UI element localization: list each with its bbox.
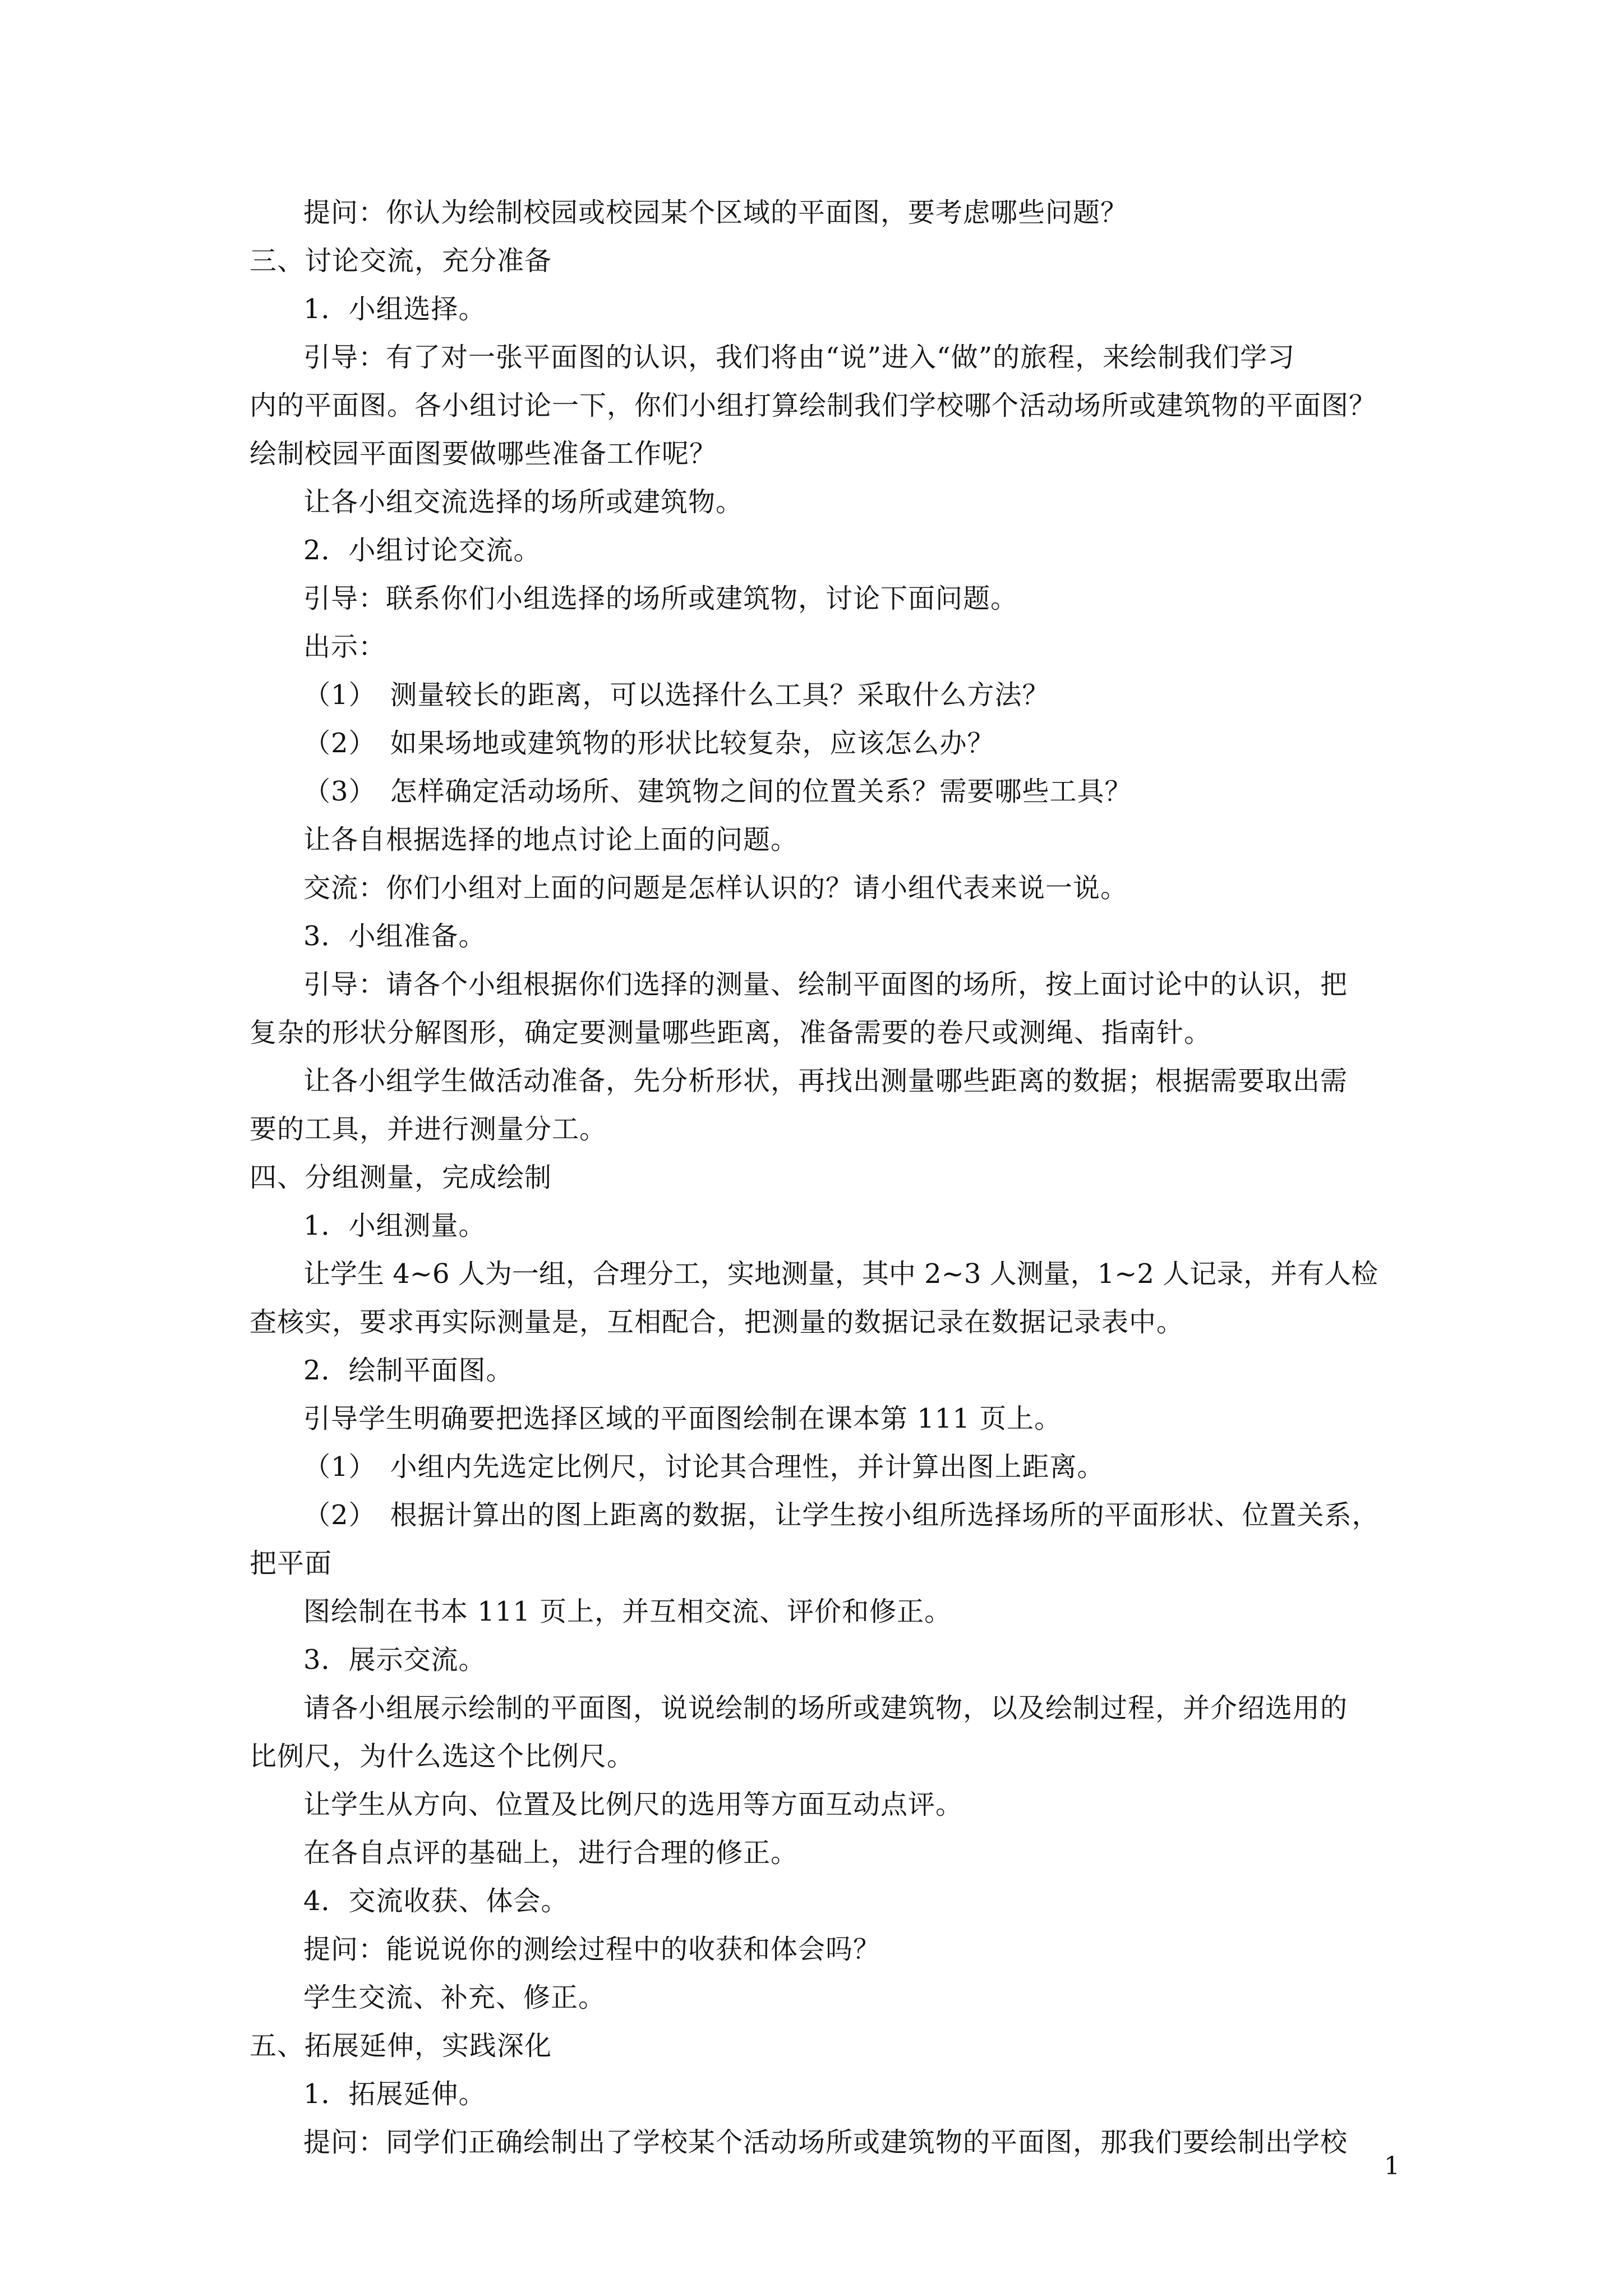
text-line: 引导学生明确要把选择区域的平面图绘制在课本第 111 页上。 xyxy=(303,1403,1062,1434)
text-line: 3．小组准备。 xyxy=(303,921,486,952)
document-body xyxy=(250,188,1388,2166)
text-line: 2．绘制平面图。 xyxy=(303,1355,514,1386)
text-line: 出示： xyxy=(303,631,386,662)
text-line: 提问：能说说你的测绘过程中的收获和体会吗？ xyxy=(303,1934,881,1965)
text-line: 4．交流收获、体会。 xyxy=(303,1885,569,1917)
text-line: 3．展示交流。 xyxy=(303,1644,486,1676)
text-line: 提问：你认为绘制校园或校园某个区域的平面图，要考虑哪些问题？ xyxy=(303,197,1128,228)
text-line: （1） 测量较长的距离，可以选择什么工具？采取什么方法？ xyxy=(303,679,1050,711)
text-line: 1．小组选择。 xyxy=(303,293,486,325)
text-line: （2） 如果场地或建筑物的形状比较复杂，应该怎么办？ xyxy=(303,728,995,759)
text-line: 引导：请各个小组根据你们选择的测量、绘制平面图的场所，按上面讨论中的认识，把 xyxy=(303,969,1348,1000)
text-line: 内的平面图。各小组讨论一下，你们小组打算绘制我们学校哪个活动场所或建筑物的平面图？ xyxy=(250,390,1377,421)
text-line: 复杂的形状分解图形，确定要测量哪些距离，准备需要的卷尺或测绳、指南针。 xyxy=(250,1017,1212,1048)
text-line: 让学生从方向、位置及比例尺的选用等方面互动点评。 xyxy=(303,1789,963,1820)
text-line: （2） 根据计算出的图上距离的数据，让学生按小组所选择场所的平面形状、位置关系， xyxy=(303,1499,1380,1531)
text-line: 让各自根据选择的地点讨论上面的问题。 xyxy=(303,824,799,855)
text-line: 1．小组测量。 xyxy=(303,1210,486,1241)
text-line: 请各小组展示绘制的平面图，说说绘制的场所或建筑物，以及绘制过程，并介绍选用的 xyxy=(303,1692,1348,1724)
text-line: 提问：同学们正确绘制出了学校某个活动场所或建筑物的平面图，那我们要绘制出学校 xyxy=(303,2127,1348,2158)
text-line: 比例尺，为什么选这个比例尺。 xyxy=(250,1741,635,1772)
text-line: 五、拓展延伸，实践深化 xyxy=(250,2030,552,2062)
text-line: 引导：联系你们小组选择的场所或建筑物，讨论下面问题。 xyxy=(303,583,1018,614)
text-line: 图绘制在书本 111 页上，并互相交流、评价和修正。 xyxy=(303,1596,952,1627)
text-line: 把平面 xyxy=(250,1548,333,1579)
text-line: 让学生 4~6 人为一组，合理分工，实地测量，其中 2~3 人测量，1~2 人记录，并有人检 xyxy=(303,1258,1378,1290)
text-line: 交流：你们小组对上面的问题是怎样认识的？请小组代表来说一说。 xyxy=(303,872,1128,904)
text-line: 三、讨论交流，充分准备 xyxy=(250,245,552,277)
text-line: 引导：有了对一张平面图的认识，我们将由“说”进入“做”的旅程，来绘制我们学习 xyxy=(303,342,1295,373)
text-line: 让各小组学生做活动准备，先分析形状，再找出测量哪些距离的数据；根据需要取出需 xyxy=(303,1065,1348,1097)
text-line: 绘制校园平面图要做哪些准备工作呢？ xyxy=(250,438,717,470)
text-line: 学生交流、补充、修正。 xyxy=(303,1982,606,2013)
text-line: 四、分组测量，完成绘制 xyxy=(250,1162,552,1193)
text-line: （3） 怎样确定活动场所、建筑物之间的位置关系？需要哪些工具？ xyxy=(303,776,1132,807)
text-line: 1．拓展延伸。 xyxy=(303,2078,486,2110)
page-number: 1 xyxy=(1384,2152,1400,2180)
text-line: 2．小组讨论交流。 xyxy=(303,535,541,566)
text-line: 查核实，要求再实际测量是，互相配合，把测量的数据记录在数据记录表中。 xyxy=(250,1306,1184,1338)
text-line: 让各小组交流选择的场所或建筑物。 xyxy=(303,486,744,518)
text-line: （1） 小组内先选定比例尺，讨论其合理性，并计算出图上距离。 xyxy=(303,1451,1105,1483)
text-line: 在各自点评的基础上，进行合理的修正。 xyxy=(303,1837,799,1869)
text-line: 要的工具，并进行测量分工。 xyxy=(250,1114,607,1145)
